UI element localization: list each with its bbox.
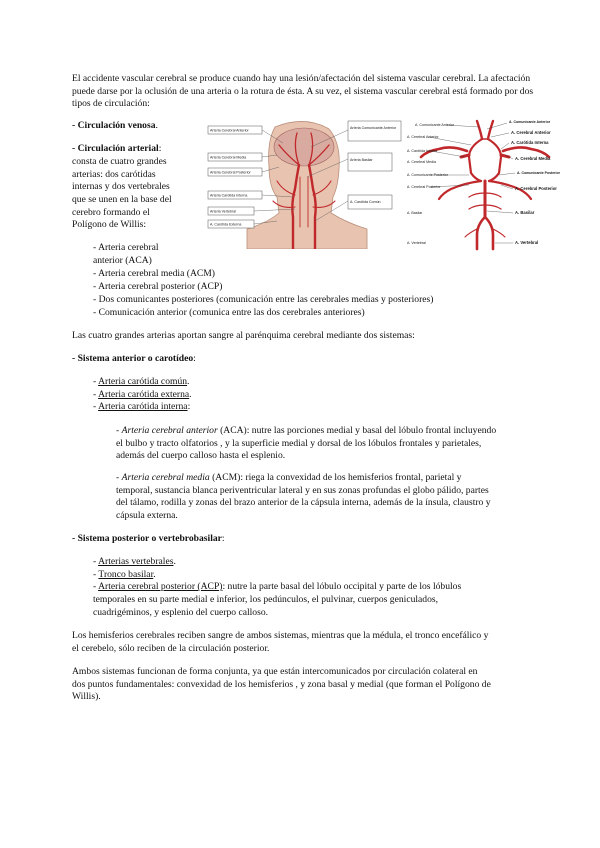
willis-label: A. Cerebral Media [407,160,436,164]
posterior-item-link: Tronco basilar [98,569,154,580]
anterior-heading [72,353,196,366]
willis-item: - Arteria cerebral media (ACM) [93,268,215,279]
ambos-line: dos puntos fundamentales: convexidad de los hemisferios , y zona basal y medial (que forman el Polígono de [72,679,491,690]
anterior-item-link: Arteria carótida común [98,376,188,387]
anterior-item: - Arteria carótida interna: [93,401,191,412]
venosa-label: - Circulación venosa [72,120,156,131]
willis-figure [405,117,573,251]
willis-label: A. Cerebral Posterior [407,185,441,189]
willis-label: A. Cerebral Posterior [515,186,557,191]
willis-label: A. Comunicante Anterior [509,120,551,124]
aca-line: el bulbo y tracto olfatorios , y la superficie medial y dorsal de los lóbulos frontales y parietales, [116,438,482,449]
arterial-line: internas y dos vertebrales [72,181,170,192]
anterior-item: - Arteria carótida externa. [93,389,192,400]
willis-label: A. Basilar [407,211,423,215]
brain-shape [274,128,334,166]
posterior-colon: : [221,533,225,544]
willis-label: A. Vertebral [515,240,539,245]
willis-label: A. Cerebral Media [515,156,551,161]
posterior-item: - Tronco basilar. [93,569,156,580]
anterior-item-link: Arteria carótida externa [98,389,190,400]
venosa-heading [72,120,158,133]
willis-item: - Arteria cerebral posterior (ACP) [93,281,223,292]
head-arteries-illustration [207,117,403,249]
arterial-label: - Circulación arterial [72,143,159,154]
hemisferios-line: el cerebelo, sólo reciben de la circulación posterior. [72,643,270,654]
anterior-colon: : [193,353,196,364]
arterial-line: consta de cuatro grandes [72,156,167,167]
willis-item: - Dos comunicantes posteriores (comunicación entre las cerebrales medias y posteriores) [93,294,434,305]
willis-label: A. Carótida Interna [407,149,438,153]
willis-label: A. Carótida Interna [511,140,549,145]
aca-name: Arteria cerebral anterior [121,425,218,436]
willis-item: - Comunicación anterior (comunica entre las dos cerebrales anteriores) [93,307,365,318]
willis-label: A. Comunicante Posterior [407,173,448,177]
posterior-item: - Arteria cerebral posterior (ACP): nutre la parte basal del lóbulo occipital y parte de los lóbulos [93,581,462,592]
posterior-label: - Sistema posterior o vertebrobasilar [72,533,222,544]
arterial-line: arterias: dos carótidas [72,169,156,180]
anterior-item: - Arteria carótida común. [93,376,190,387]
head-arteries-figure [207,117,403,249]
willis-label: A. Vertebral [407,241,426,245]
head-label: A. Carótida Externa [210,222,242,227]
anterior-item-link: Arteria carótida interna [98,401,188,412]
acm-line: cápsula externa. [116,510,178,521]
willis-item: - Arteria cerebral [93,242,159,253]
willis-illustration [405,117,573,251]
head-label: A. Carótida Común [350,200,381,204]
posterior-heading [72,533,225,546]
arterial-line: que se unen en la base del [72,194,172,205]
acm-line: - Arteria cerebral media (ACM): riega la convexidad de los hemisferios frontal, parietal y [116,472,462,483]
willis-item: anterior (ACA) [93,255,152,266]
willis-label: A. Cerebral Anterior [407,135,439,139]
ambos-line: Willis). [72,691,101,702]
head-label: Arteria Cerebral Posterior [210,170,251,175]
acm-name: Arteria cerebral media [121,472,210,483]
head-label: Arteria Carótida Interna [210,193,248,198]
head-label: Arteria Cerebral Media [210,155,247,160]
head-label: Arteria Vertebral [210,209,236,214]
arterial-colon: : [158,143,162,154]
acp-line: cuadrigéminos, y esplenio del cuerpo calloso. [93,607,269,618]
acm-line: del tálamo, rodilla y zonas del brazo anterior de la cápsula interna, además de la ínsula, claustro y [116,497,491,508]
head-label: Arteria Comunicante Anterior [350,126,397,130]
head-label: Arteria Cerebral Anterior [210,128,249,133]
posterior-item-link: Arterias vertebrales [98,556,174,567]
arterial-line: Polígono de Willis: [72,219,147,230]
willis-label: A. Comunicante Anterior [415,123,454,127]
willis-right-labels [509,120,561,245]
anterior-label: - Sistema anterior o carotídeo [72,353,194,364]
willis-label: A. Comunicante Posterior [517,171,560,175]
willis-left-labels [407,123,455,189]
intro-paragraph: El accidente vascular cerebral se produce cuando hay una lesión/afectación del sistema vascular cerebral. La afectación puede darse por la oclusión de una arteria o la rotura de ésta. A su vez, el sistema vascular cerebral está formado por dos tipos de circulación: [72,73,534,110]
venosa-dot: . [155,120,158,131]
acp-line: temporales en su parte medial e inferior, los pedúnculos, el pulvinar, cuerpos geniculados, [93,594,439,605]
arterial-line: cerebro formando el [72,207,150,218]
head-label: Arteria Basilar [350,158,373,162]
head-right-label-boxes [348,121,401,209]
acm-line: temporal, sustancia blanca periventricular lateral y en sus zonas profundas el globo pálido, partes [116,485,489,496]
willis-label: A. Basilar [515,210,535,215]
aca-line: - Arteria cerebral anterior (ACA): nutre las porciones medial y basal del lóbulo frontal incluyendo [116,425,497,436]
sistemas-intro: Las cuatro grandes arterias aportan sangre al parénquima cerebral mediante dos sistemas: [72,330,415,341]
arterial-heading [72,143,161,156]
ambos-line: Ambos sistemas funcionan de forma conjunta, ya que están intercomunicados por circulación colateral en [72,666,478,677]
hemisferios-line: Los hemisferios cerebrales reciben sangre de ambos sistemas, mientras que la médula, el tronco encefálico y [72,630,489,641]
willis-label: A. Cerebral Anterior [511,130,551,135]
aca-line: además del cuerpo calloso hasta el esplenio. [116,450,286,461]
posterior-item-link: Arteria cerebral posterior (ACP) [98,581,223,592]
posterior-item: - Arterias vertebrales. [93,556,176,567]
